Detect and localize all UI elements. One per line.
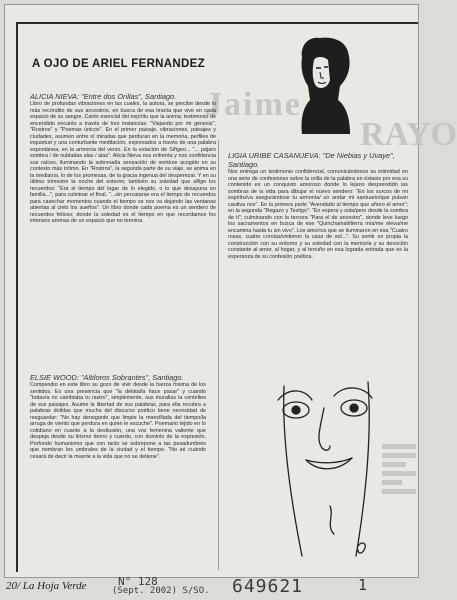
review-body: Compendio en este libro su gozo de vivir desde la fuerza misma de los sentidos. Es una presencia que "la delata/la hace pasar" y cuando "todavía no cambiaba tu rastro", simplemente, sus murallas la centelleo de sus paisajes. Asume la libertad de sus palabras, para ella recobra a palabras dolidas que mucha del discurso poético tiene necesidad de resguardar: "No hay denegante que limpie la mancillada del tiempo/la arruga de viento que perdura en quien le escuche". Poemario tejido en lo cotidiano en cuanto a la desilusión, una voz femenina valiente que despeja desde su lirismo tierno y cuerdo, con dominio de la expresión. Profundo humanismo que con tacto se sobrepone a las pesadumbres que nombran los umbrales de la ciudad y el tiempo. "No sé cuándo cesará de decir la muerte a la vida que no se detiene". (30, 382, 206, 460)
review-body: Nos entrega un testimonio confidencial, comunicándonos su intimidad en una serie de confesiones sobre la orilla de la palabra en éxtasis por esa su contenido es un conquisto amoroso donde lo lejano desprendido las sombras de la vida para dibujar el nuevo sendero: "En los surcos de mi espíritu/va asegurándose tu armonía/ un andar mi santuario/que pulsan cautiva nos". En la primera parte "Avendado al tiempo que añoro el amor"; en la segunda "Regazo y Testigo": "En espera y sola/pero desde la sombra de ti"; culminando con la tercera "Para el de ancestro", donde leve luego los sacramentos en busca de ese "Quinchamali/tierra mía/me eleva/me encamina hasta tu sin vivo". Los amoríos que se iluminaron en esa "Cuatro rosas, cuatro corolas/vistieron la casa de sol...". Su sentir es propia la construcción con su entorno y su soledad con la memoria y su devoción constante al amor, al hogar, y al terruño en esa lograda entrada que es la esperanza de su confesión poética. (228, 169, 408, 260)
section-title: A OJO DE ARIEL FERNANDEZ (32, 58, 205, 70)
archive-code-annotation: 649621 (232, 576, 304, 597)
column-divider (218, 140, 219, 570)
review-body: Libro de profundas vibraciones en las cuales, la autora, se percibe desde lo más recóndito de sus ancestros, en busca de esa tiranía que vive en cada espacio de su sangre. Canto esencial del espíritu que la anima; testimonio de encendido encanto a través de tres instancias: "Viajando por mi génesis", "Rostros" y "Poemas únicos". En el primer paisaje, vibraciones, paisajes y ciudades, asumen entre sí miradas que perduran en la memoria, perfiles de inquietud y una conturbante meditación, expresados a través de una palabra espontánea, en la armonía del verso. En la estación de Siñgeo... "... pájaro sombra / de nubladas alas / alas". Alicia Nieva nos enfrenta y nos confidencia sus raíces, iluminando la sobresalía sensación de sentirse acogido en su contexto más íntimo. En "Rostros", la segunda parte de su viaje, se anima en la medianía, lo de los promesas, de la gracia ingenua del desperezar. Y en su último trimestre la noche del exterior, también su soledad que aflige los recuerdos: "Era el tiempo del lugar de lo elegido, o lo que desayuna en familia...", para culminar el final, "...sin percatarse era el tiempo de recuerdos para casechar momentos cuando el tiempo se nos va dejando las ventanas abiertas al cielo los sueños". Un libro donde cada poema es un sendero de recuerdos felices; donde la soledad es el tiempo en que recordamos los intensos aromas de un espacio que no termina. (30, 101, 216, 225)
page-footer (0, 574, 423, 600)
bleed-through-word-1: Jaime (205, 86, 302, 123)
review-article-2 (228, 151, 408, 351)
review-article-3 (30, 373, 206, 556)
folio: 20/ La Hoja Verde (6, 580, 87, 592)
page-mark-annotation: 1 (358, 576, 368, 594)
face-line-drawing (272, 356, 380, 564)
author-portrait-illustration (290, 30, 360, 140)
review-byline: LIGIA URIBE CASANUEVA: "De Niebias y Uvaye", Santiago. (228, 151, 395, 169)
review-byline: ALICIA NIEVA: "Entre dos Orillas", Santiago. (30, 92, 177, 101)
review-article-1 (30, 92, 216, 355)
review-byline: ELSIE WOOD: "Altiloros Sobrantes", Santiago. (30, 373, 184, 382)
issue-number-annotation: N° 128 (118, 575, 158, 588)
issue-date-annotation: (Sept. 2002) S/SO. (112, 586, 210, 596)
bleed-through-column (382, 440, 416, 570)
bleed-through-word-2: RAYO (360, 116, 457, 153)
